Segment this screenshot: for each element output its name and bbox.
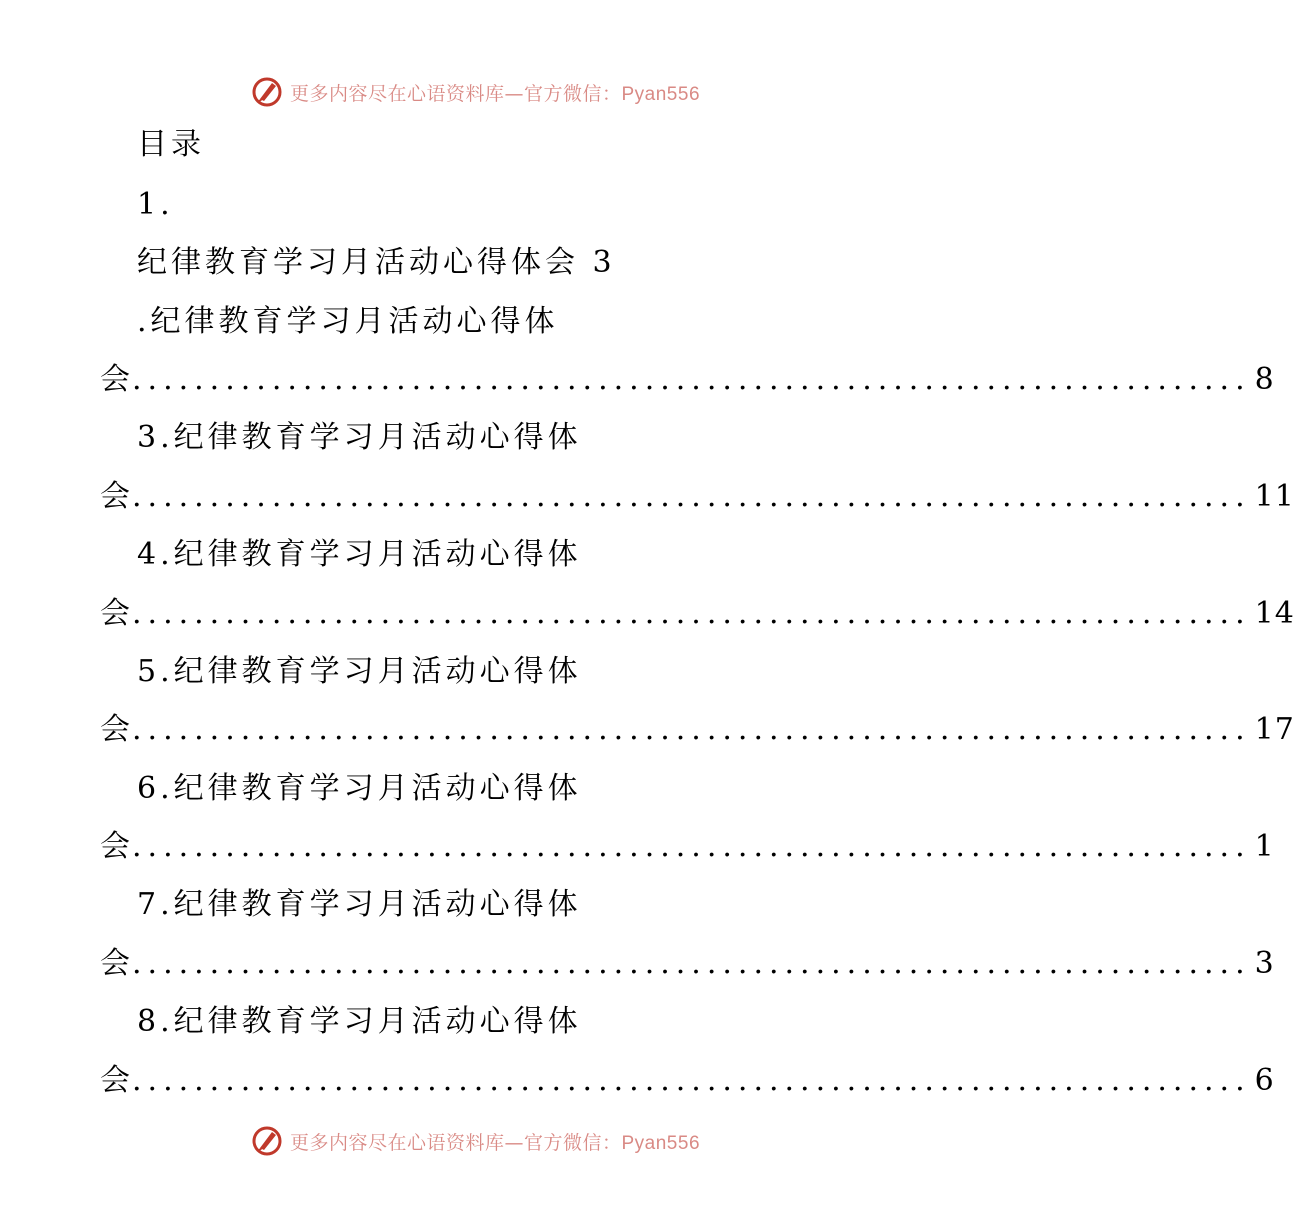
toc-entry-tail: 会 [100, 362, 130, 397]
watermark-text: 更多内容尽在心语资料库—官方微信：Pyan556 [289, 82, 701, 105]
dot-leader: ........................................................................ [132, 712, 1251, 747]
toc-entry-title[interactable]: 6.纪律教育学习月活动心得体 [137, 771, 582, 806]
dot-leader: ........................................................................ [132, 362, 1251, 397]
toc-entry-title[interactable]: 3.纪律教育学习月活动心得体 [137, 420, 582, 455]
dot-leader: ........................................................................ [132, 946, 1251, 981]
toc-entry-leader-row[interactable] [100, 710, 1295, 750]
toc-entry-tail: 会 [100, 479, 130, 514]
quill-logo-icon [250, 1124, 284, 1158]
watermark-account: Pyan556 [621, 83, 701, 105]
dot-leader: ........................................................................ [132, 1063, 1251, 1098]
watermark-text: 更多内容尽在心语资料库—官方微信：Pyan556 [289, 1131, 701, 1154]
toc-page-number: 3 [1254, 946, 1275, 981]
watermark-account: Pyan556 [621, 1132, 701, 1154]
dot-leader: ........................................................................ [132, 596, 1251, 631]
toc-page-number: 14 [1254, 596, 1295, 631]
watermark-bottom [0, 1121, 950, 1161]
toc-page-number: 8 [1254, 362, 1275, 397]
toc-first-entry[interactable]: 纪律教育学习月活动心得体会 3 [137, 245, 616, 280]
toc-page-number: 1 [1254, 829, 1275, 864]
toc-first-number: 1. [137, 187, 174, 222]
toc-page-number: 17 [1254, 712, 1295, 747]
toc-entry-title[interactable]: 5.纪律教育学习月活动心得体 [137, 654, 582, 689]
toc-entry-leader-row[interactable] [100, 360, 1275, 400]
toc-heading: 目录 [137, 127, 205, 162]
toc-page-number: 6 [1254, 1063, 1275, 1098]
toc-entry-tail: 会 [100, 946, 130, 981]
quill-logo-icon [250, 75, 284, 109]
toc-entry-leader-row[interactable] [100, 1061, 1275, 1101]
toc-entry-tail: 会 [100, 712, 130, 747]
dot-leader: ........................................................................ [132, 829, 1251, 864]
toc-entry-title[interactable]: 4.纪律教育学习月活动心得体 [137, 537, 582, 572]
dot-leader: ........................................................................ [132, 479, 1251, 514]
watermark-top [0, 72, 950, 112]
toc-entry-leader-row[interactable] [100, 477, 1295, 517]
toc-entry-title[interactable]: .纪律教育学习月活动心得体 [137, 304, 559, 339]
toc-entry-tail: 会 [100, 596, 130, 631]
toc-entry-leader-row[interactable] [100, 594, 1295, 634]
toc-entry-title[interactable]: 7.纪律教育学习月活动心得体 [137, 887, 582, 922]
toc-entry-tail: 会 [100, 1063, 130, 1098]
toc-entry-leader-row[interactable] [100, 944, 1275, 984]
toc-entry-title[interactable]: 8.纪律教育学习月活动心得体 [137, 1004, 582, 1039]
toc-page-number: 11 [1254, 479, 1295, 514]
toc-entry-tail: 会 [100, 829, 130, 864]
toc-entry-leader-row[interactable] [100, 827, 1275, 867]
